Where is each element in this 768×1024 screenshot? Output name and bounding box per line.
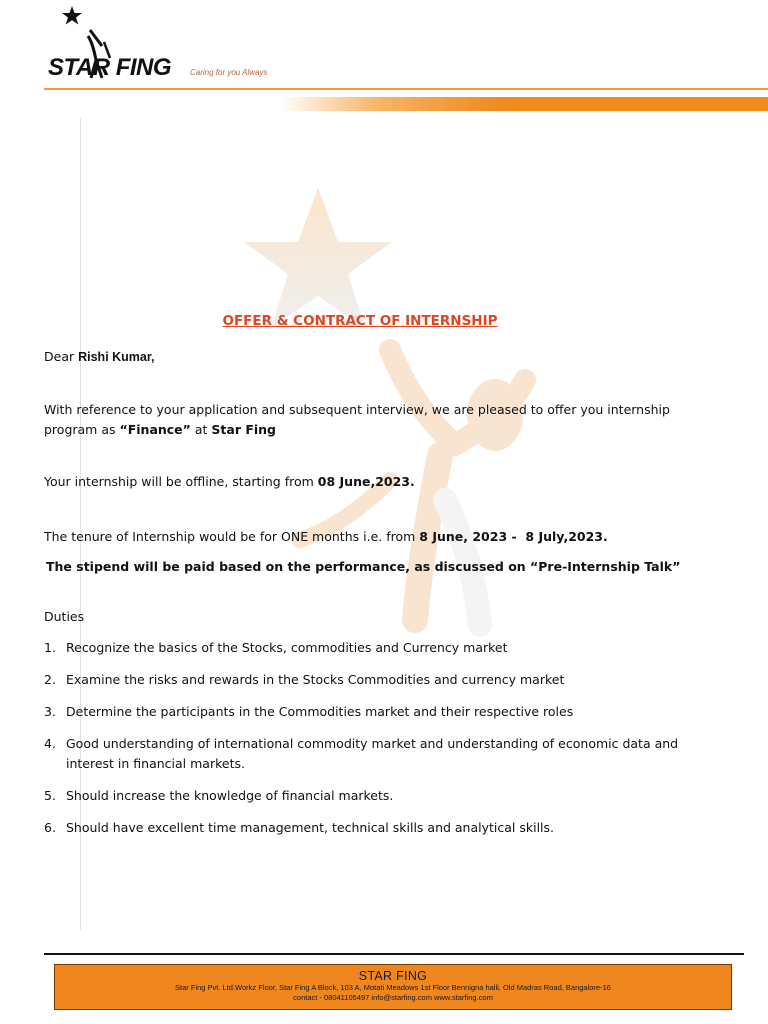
duties-list — [44, 638, 684, 850]
start-date: 08 June,2023. — [317, 474, 415, 489]
list-item: 3. Determine the participants in the Commodities market and their respective roles — [44, 704, 574, 719]
list-item: 5. Should increase the knowledge of financial markets. — [44, 788, 394, 803]
salutation — [44, 347, 155, 367]
offer-paragraph — [44, 400, 704, 440]
duties-heading: Duties — [44, 609, 85, 624]
tenure-dates: 8 June, 2023 - 8 July,2023. — [419, 529, 608, 544]
offer-text-line2: program as — [44, 422, 116, 437]
list-item: 2. Examine the risks and rewards in the Stocks Commodities and currency market — [44, 672, 565, 687]
list-item: 6. Should have excellent time management, technical skills and analytical skills. — [44, 820, 555, 835]
header-accent-bar — [280, 97, 768, 111]
recipient-name: Rishi Kumar, — [78, 350, 155, 364]
footer-address: Star Fing Pvt. Ltd.Workz Floor, Star Fing A Block, 103 A, Motati Meadows 1st Floor Bennigna halli, Old Madras Road, Bangalore-16 — [175, 983, 611, 992]
tenure-text: The tenure of Internship would be for ONE months i.e. from — [44, 529, 416, 544]
footer-box — [54, 964, 732, 1010]
list-item: 4. Good understanding of international commodity market and understanding of economic data and interest in financial markets. — [44, 736, 679, 771]
footer-company-name: STAR FING — [358, 969, 428, 983]
footer-contact: contact - 08041105497 info@starfing.com www.starfing.com — [293, 993, 493, 1002]
footer-divider — [44, 953, 744, 955]
tenure-paragraph — [44, 527, 608, 547]
company-logo — [44, 2, 284, 82]
stipend-note: The stipend will be paid based on the performance, as discussed on “Pre-Internship Talk” — [46, 559, 681, 574]
header-divider — [44, 88, 768, 90]
start-date-text: Your internship will be offline, starting from — [44, 474, 314, 489]
logo-wordmark: STAR FING — [48, 54, 172, 81]
offer-text: With reference to your application and subsequent interview, we are pleased to offer you internship — [44, 402, 670, 417]
logo-tagline: Caring for you Always — [190, 68, 268, 77]
internship-role: “Finance” — [119, 422, 191, 437]
letter-title: OFFER & CONTRACT OF INTERNSHIP — [222, 313, 498, 329]
salutation-prefix: Dear — [44, 349, 75, 364]
offer-at: at — [194, 422, 208, 437]
start-date-paragraph — [44, 472, 415, 492]
stipend-paragraph — [46, 557, 680, 577]
company-name: Star Fing — [211, 422, 277, 437]
list-item: 1. Recognize the basics of the Stocks, commodities and Currency market — [44, 640, 508, 655]
